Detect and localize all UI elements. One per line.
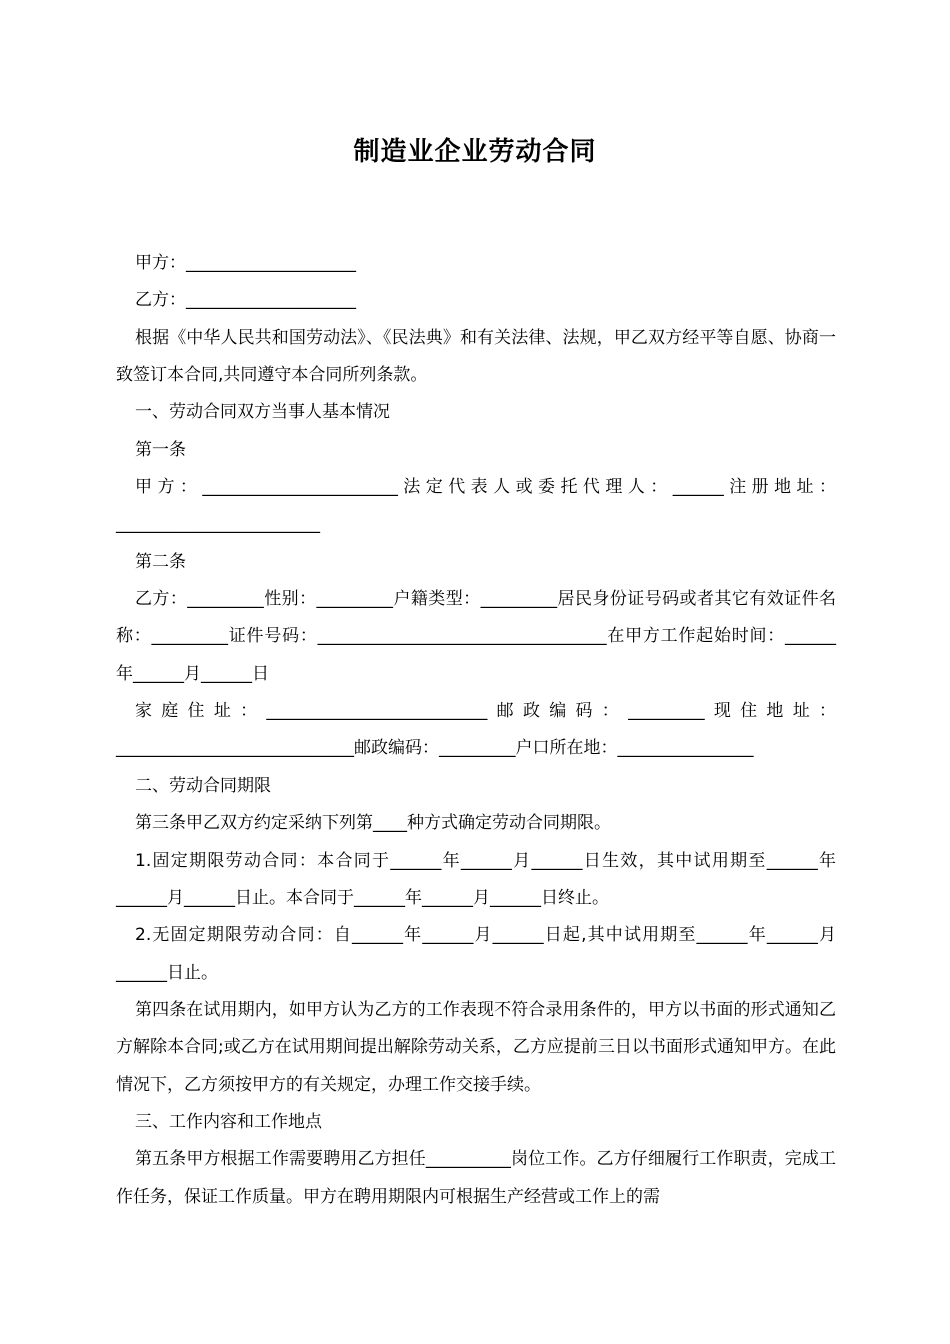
open-term-option: 2.无固定期限劳动合同：自______年______月______日起,其中试用期至______年______月______日止。 bbox=[116, 925, 836, 983]
article-3-paragraph: 第三条甲乙双方约定采纳下列第____种方式确定劳动合同期限。 bbox=[135, 813, 611, 834]
article-2-address-details: 家庭住址：__________________________邮政编码：_________现住地址：____________________________邮政编码：_________户口所在地：________________ bbox=[116, 701, 836, 759]
section-heading-2: 二、劳动合同期限 bbox=[135, 775, 271, 796]
article-1-heading: 第一条 bbox=[135, 439, 186, 460]
document-body bbox=[116, 245, 836, 1216]
section-heading-1: 一、劳动合同双方当事人基本情况 bbox=[135, 402, 390, 423]
section-heading-3: 三、工作内容和工作地点 bbox=[135, 1111, 322, 1132]
article-5-paragraph: 第五条甲方根据工作需要聘用乙方担任__________岗位工作。乙方仔细履行工作职责，完成工作任务，保证工作质量。甲方在聘用期限内可根据生产经营或工作上的需 bbox=[116, 1149, 836, 1207]
preamble-paragraph: 根据《中华人民共和国劳动法》、《民法典》和有关法律、法规，甲乙双方经平等自愿、协商一致签订本合同,共同遵守本合同所列条款。 bbox=[116, 327, 836, 386]
party-a-line: 甲方：____________________ bbox=[135, 253, 356, 273]
article-2-party-b-details: 乙方：_________性别：_________户籍类型：_________居民身份证号码或者其它有效证件名称：_________证件号码：__________________________________在甲方工作起始时间：______年______月______日 bbox=[116, 589, 836, 684]
article-2-heading: 第二条 bbox=[135, 551, 186, 572]
article-4-paragraph: 第四条在试用期内，如甲方认为乙方的工作表现不符合录用条件的，甲方以书面的形式通知乙方解除本合同;或乙方在试用期间提出解除劳动关系，乙方应提前三日以书面形式通知甲方。在此情况下，乙方须按甲方的有关规定，办理工作交接手续。 bbox=[116, 999, 836, 1095]
document-title: 制造业企业劳动合同 bbox=[353, 137, 597, 167]
article-1-party-a-details: 甲方：_______________________法定代表人或委托代理人：______注册地址：________________________ bbox=[116, 477, 836, 535]
fixed-term-option: 1.固定期限劳动合同：本合同于______年______月______日生效，其中试用期至______年______月______日止。本合同于______年______月______日终止。 bbox=[116, 850, 836, 908]
party-b-line: 乙方：____________________ bbox=[135, 290, 356, 311]
